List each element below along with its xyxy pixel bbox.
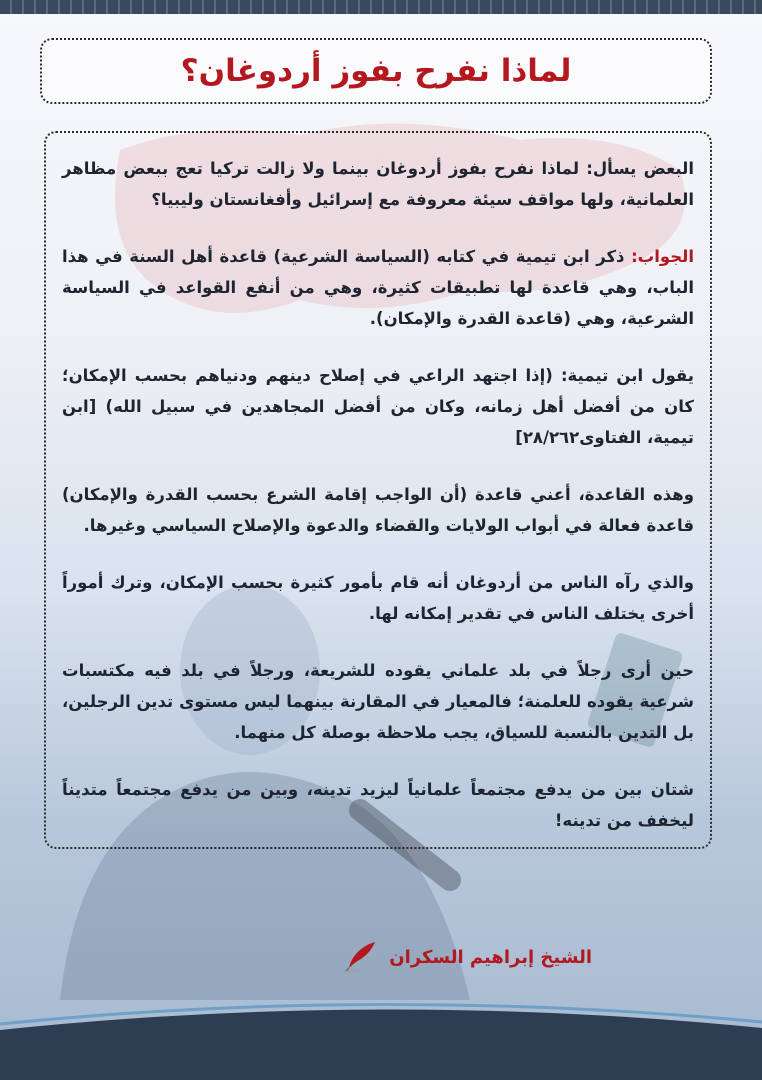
paragraph-answer (62, 241, 694, 334)
author-signature (341, 940, 592, 974)
article-frame (44, 131, 712, 849)
paragraph-text: حين أرى رجلاً في بلد علماني يقوده للشريعة، ورجلاً في بلد فيه مكتسبات شرعية يقوده للعلمنة؛ فالمعيار في المقارنة بينهما ليس مستوى تدين الرجلين، بل التدين بالنسبة للسياق، يجب ملاحظة بوصلة كل منهما. (62, 661, 694, 742)
paragraph-text: ذكر ابن تيمية في كتابه (السياسة الشرعية) قاعدة أهل السنة في هذا الباب، وهي قاعدة لها تطبيقات كثيرة، وهي من أنفع القواعد في السياسة الشرعية، وهي (قاعدة القدرة والإمكان). (62, 247, 694, 328)
paragraph-text: والذي رآه الناس من أردوغان أنه قام بأمور كثيرة بحسب الإمكان، وترك أموراً أخرى يختلف الناس في تقدير إمكانه لها. (62, 573, 694, 623)
footer-wave (0, 990, 762, 1080)
answer-label: الجواب: (631, 247, 694, 266)
paragraph-rule (62, 479, 694, 541)
paragraph-conclusion (62, 774, 694, 836)
paragraph-text: البعض يسأل: لماذا نفرح بفوز أردوغان بينما ولا زالت تركيا تعج ببعض مظاهر العلمانية، ولها مواقف سيئة معروفة مع إسرائيل وأفغانستان وليبيا؟ (62, 159, 694, 209)
page-title: لماذا نفرح بفوز أردوغان؟ (180, 53, 572, 89)
paragraph-quote (62, 360, 694, 453)
author-name: الشيخ إبراهيم السكران (389, 946, 592, 968)
paragraph-text: يقول ابن تيمية: (إذا اجتهد الراعي في إصلاح دينهم ودنياهم بحسب الإمكان؛ كان من أفضل أهل زمانه، وكان من أفضل المجاهدين في سبيل الله) [ابن تيمية، الفتاوى٢٨/٢٦٢] (62, 366, 694, 447)
paragraph-text: شتان بين من يدفع مجتمعاً علمانياً ليزيد تدينه، وبين من يدفع مجتمعاً متديناً ليخفف من تدينه! (62, 780, 694, 830)
paragraph-question (62, 153, 694, 215)
paragraph-observation (62, 567, 694, 629)
title-frame (40, 38, 712, 104)
paragraph-text: وهذه القاعدة، أعني قاعدة (أن الواجب إقامة الشرع بحسب القدرة والإمكان) قاعدة فعالة في أبواب الولايات والقضاء والدعوة والإصلاح السياسي وغيرها. (62, 485, 694, 535)
quill-pen-icon (341, 940, 379, 974)
paragraph-comparison (62, 655, 694, 748)
